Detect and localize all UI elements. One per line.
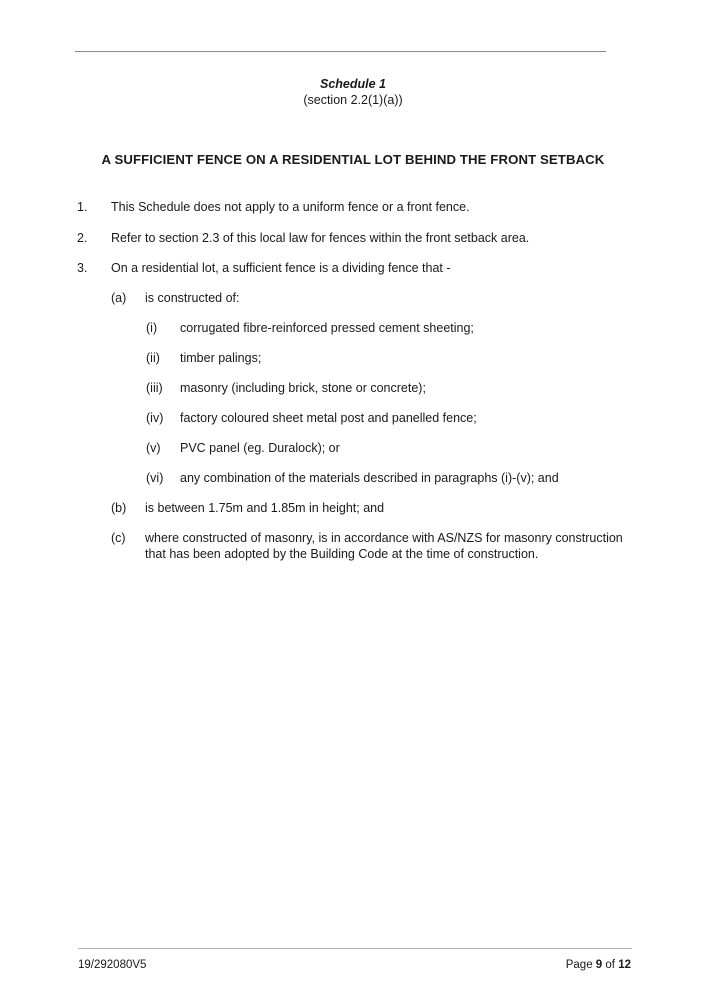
material-number: (ii) bbox=[146, 351, 160, 365]
clause-number: 2. bbox=[77, 231, 88, 245]
clause-text: This Schedule does not apply to a uniform fence or a front fence. bbox=[111, 200, 470, 214]
document-id: 19/292080V5 bbox=[78, 959, 147, 971]
material-text: masonry (including brick, stone or concrete); bbox=[180, 381, 426, 395]
page-of: of bbox=[605, 959, 615, 971]
material-number: (iv) bbox=[146, 411, 164, 425]
clause-number: 3. bbox=[77, 261, 88, 275]
page-label: Page bbox=[565, 959, 593, 971]
material-number: (iii) bbox=[146, 381, 163, 395]
footer-rule bbox=[78, 948, 632, 949]
schedule-title: Schedule 1 bbox=[320, 77, 386, 91]
header-rule bbox=[75, 51, 606, 52]
clause-text: Refer to section 2.3 of this local law for fences within the front setback area. bbox=[111, 231, 530, 245]
paragraph-text: is constructed of: bbox=[145, 291, 240, 305]
material-number: (v) bbox=[146, 441, 161, 455]
material-text: any combination of the materials described in paragraphs (i)-(v); and bbox=[180, 471, 559, 485]
page-total: 12 bbox=[618, 959, 631, 971]
clause-number: 1. bbox=[77, 200, 88, 214]
material-text: PVC panel (eg. Duralock); or bbox=[180, 441, 340, 455]
material-text: timber palings; bbox=[180, 351, 262, 365]
clause-text: On a residential lot, a sufficient fence is a dividing fence that - bbox=[111, 261, 451, 275]
material-number: (vi) bbox=[146, 471, 164, 485]
paragraph-text: where constructed of masonry, is in accordance with AS/NZS for masonry construction that has been adopted by the Building Code at the time of construction. bbox=[145, 531, 623, 561]
material-number: (i) bbox=[146, 321, 158, 335]
material-text: corrugated fibre-reinforced pressed cement sheeting; bbox=[180, 321, 474, 335]
page-number bbox=[566, 959, 631, 971]
paragraph-number: (a) bbox=[111, 291, 127, 305]
page-heading: A SUFFICIENT FENCE ON A RESIDENTIAL LOT BEHIND THE FRONT SETBACK bbox=[101, 152, 605, 167]
paragraph-number: (b) bbox=[111, 501, 127, 515]
paragraph-text: is between 1.75m and 1.85m in height; and bbox=[145, 501, 385, 515]
schedule-reference: (section 2.2(1)(a)) bbox=[303, 93, 403, 107]
paragraph-number: (c) bbox=[111, 531, 126, 545]
page-current: 9 bbox=[595, 959, 603, 971]
material-text: factory coloured sheet metal post and panelled fence; bbox=[180, 411, 477, 425]
